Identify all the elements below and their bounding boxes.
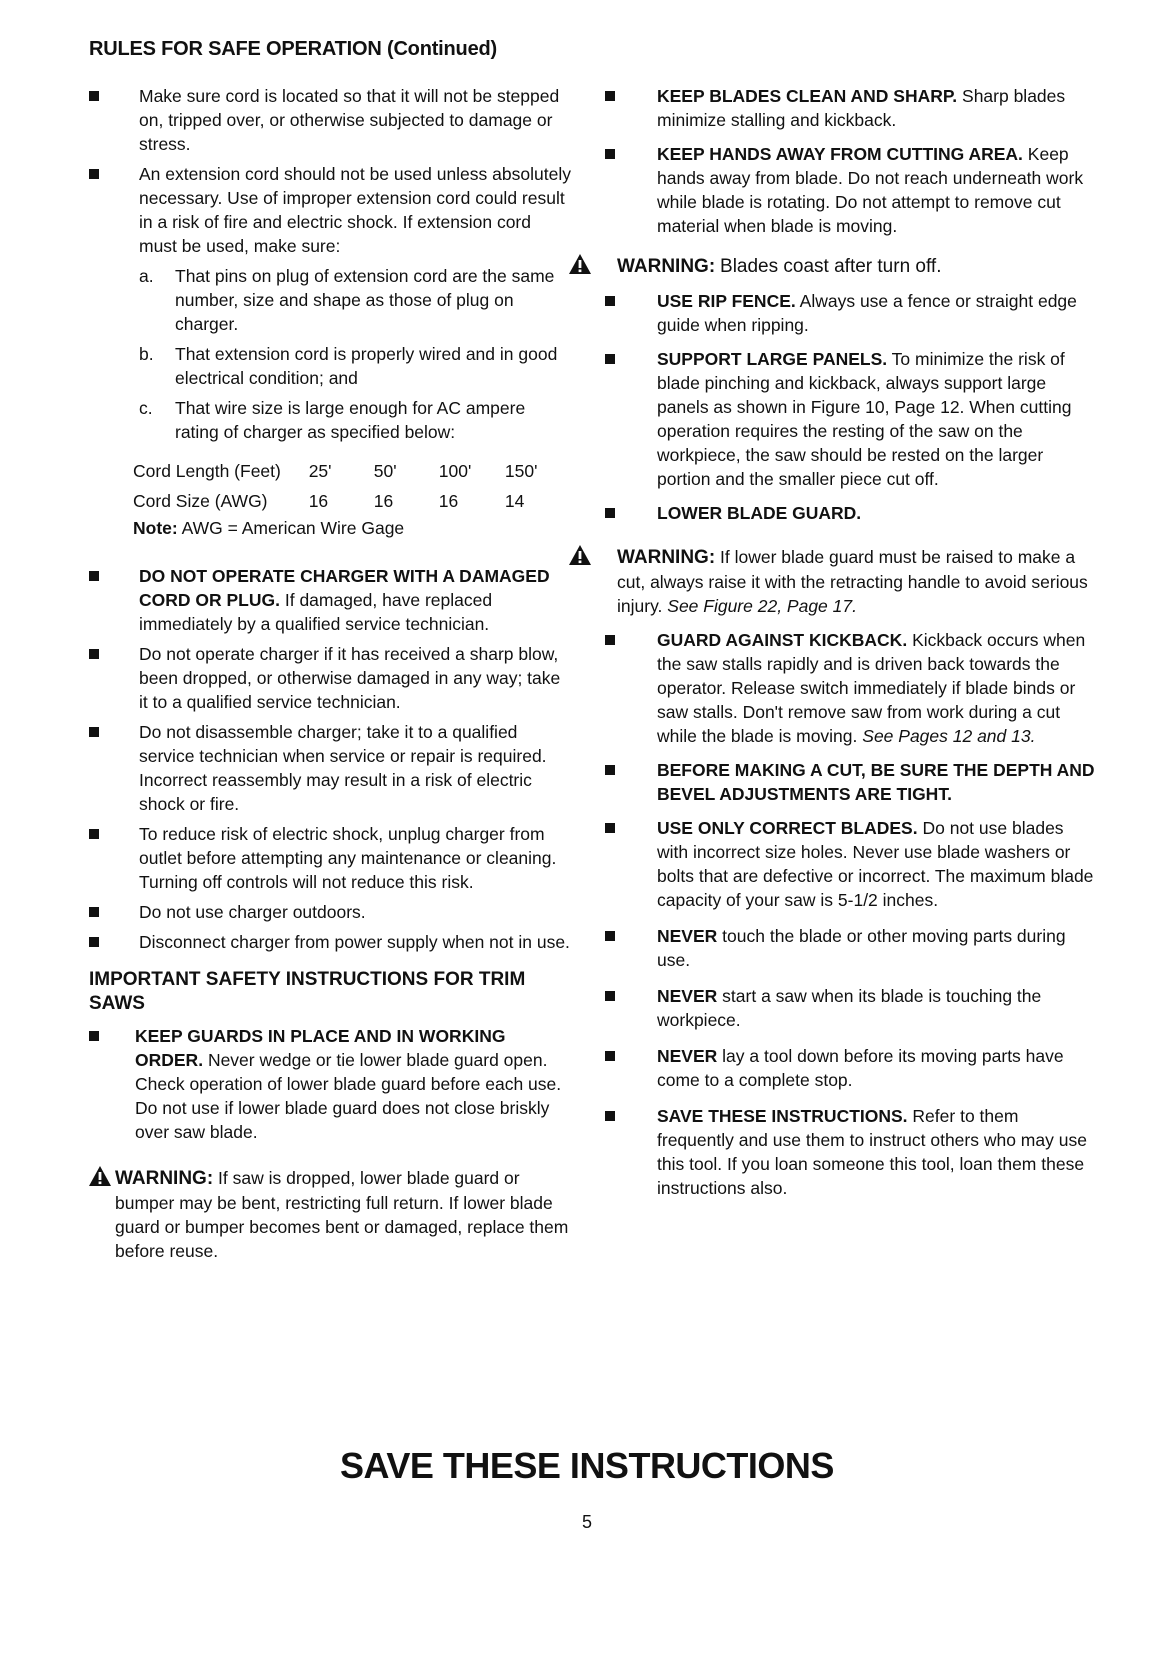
item-text: touch the blade or other moving parts during use. [657,926,1066,970]
square-bullet-icon [605,1051,615,1061]
table-cell: 16 [308,491,329,511]
item-text: Do not disassemble charger; take it to a qualified service technician when service or repair is required. Incorrect reassembly may result in a risk of electric shock or fire. [139,722,547,814]
list-item [605,758,1095,806]
item-text: Kickback occurs when the saw stalls rapidly and is driven back towards the operator. Release switch immediately if blade binds or saw stalls. Don't remove saw from work during a cut while the blade is moving. [657,630,1086,746]
table-cell: 100' [438,461,472,481]
warning-block [89,1166,571,1263]
warning-text: Blades coast after turn off. [720,256,942,277]
sub-list [89,264,571,540]
square-bullet-icon [89,91,99,101]
item-text: To minimize the risk of blade pinching and kickback, always support large panels as shown in Figure 10, Page 12. When cutting operation requires the resting of the saw on the workpiece, the saw should be rested on the larger portion and the smaller piece cut off. [657,349,1072,489]
list-item [605,628,1095,748]
square-bullet-icon [605,765,615,775]
square-bullet-icon [605,508,615,518]
table-row [133,456,571,486]
square-bullet-icon [605,91,615,101]
item-text: Make sure cord is located so that it will not be stepped on, tripped over, or otherwise subjected to damage or stress. [139,86,560,154]
item-text: start a saw when its blade is touching the workpiece. [657,986,1042,1030]
table-cell: 14 [504,491,525,511]
square-bullet-icon [605,991,615,1001]
item-lead: NEVER [657,926,718,946]
item-text: Never wedge or tie lower blade guard open. Check operation of lower blade guard before each use. Do not use if lower blade guard does not close briskly over saw blade. [135,1050,562,1142]
sub-item-text: That wire size is large enough for AC ampere rating of charger as specified below: [175,398,526,442]
table-row [133,486,571,516]
left-column [89,84,571,1271]
square-bullet-icon [89,937,99,947]
page-heading: RULES FOR SAFE OPERATION (Continued) [89,38,497,60]
item-text: lay a tool down before its moving parts have come to a complete stop. [657,1046,1064,1090]
item-text: Do not operate charger if it has received a sharp blow, been dropped, or otherwise damaged in any way; take it to a qualified service technician. [139,644,561,712]
list-item [89,642,571,714]
list-item [605,1044,1095,1092]
square-bullet-icon [89,829,99,839]
table-cell: 150' [504,461,538,481]
table-cell: 25' [308,461,332,481]
list-item [605,142,1095,238]
item-lead: SUPPORT LARGE PANELS. [657,349,888,369]
item-lead: DO NOT OPERATE CHARGER WITH A DAMAGED CORD OR PLUG. [139,566,550,610]
cord-size-table [133,456,571,516]
item-text: If damaged, have replaced immediately by a qualified service technician. [139,590,493,634]
list-item [605,1104,1095,1200]
list-item [89,720,571,816]
list-item [89,900,571,924]
warning-triangle-icon [89,1166,111,1186]
item-text: Refer to them frequently and use them to instruct others who may use this tool. If you loan someone this tool, loan them these instructions also. [657,1106,1087,1198]
list-item [605,984,1095,1032]
square-bullet-icon [605,635,615,645]
item-text: An extension cord should not be used unless absolutely necessary. Use of improper extension cord could result in a risk of fire and electric shock. If extension cord must be used, make sure: [139,164,571,256]
warning-triangle-icon [569,545,591,565]
square-bullet-icon [605,149,615,159]
warning-title: WARNING: [617,256,716,277]
list-item [605,501,1095,525]
item-lead: KEEP HANDS AWAY FROM CUTTING AREA. [657,144,1023,164]
sub-item-letter: a. [139,266,154,286]
item-text: Keep hands away from blade. Do not reach underneath work while blade is rotating. Do not attempt to remove cut material when blade is moving. [657,144,1084,236]
item-reference: See Pages 12 and 13. [862,726,1036,746]
list-item [89,162,571,258]
square-bullet-icon [89,571,99,581]
note-text: AWG = American Wire Gage [181,518,405,538]
list-item [605,289,1095,337]
square-bullet-icon [89,727,99,737]
square-bullet-icon [605,296,615,306]
sub-item [139,264,571,336]
item-text: Always use a fence or straight edge guide when ripping. [657,291,1077,335]
sub-item-letter: c. [139,398,153,418]
warning-triangle-icon [569,254,591,274]
square-bullet-icon [89,907,99,917]
sub-item-text: That pins on plug of extension cord are the same number, size and shape as those of plug on charger. [175,266,555,334]
sub-item [139,342,571,390]
item-lead: KEEP BLADES CLEAN AND SHARP. [657,86,958,106]
sub-item-letter: b. [139,344,154,364]
item-lead: USE ONLY CORRECT BLADES. [657,818,918,838]
item-text: Do not use charger outdoors. [139,902,366,922]
list-item [89,564,571,636]
warning-block [569,254,1095,279]
square-bullet-icon [605,1111,615,1121]
table-row-label: Cord Size (AWG) [133,491,268,511]
item-lead: NEVER [657,1046,718,1066]
list-item [605,816,1095,912]
sub-item-text: That extension cord is properly wired and in good electrical condition; and [175,344,558,388]
item-lead: GUARD AGAINST KICKBACK. [657,630,908,650]
table-cell: 50' [373,461,397,481]
section-subheading: IMPORTANT SAFETY INSTRUCTIONS FOR TRIM SAWS [89,969,526,1014]
item-lead: LOWER BLADE GUARD. [657,503,862,523]
list-item [605,924,1095,972]
item-lead: BEFORE MAKING A CUT, BE SURE THE DEPTH AND BEVEL ADJUSTMENTS ARE TIGHT. [657,760,1095,804]
item-text: Disconnect charger from power supply when not in use. [139,932,570,952]
warning-block [569,545,1095,618]
warning-text: If saw is dropped, lower blade guard or bumper may be bent, restricting full return. If lower blade guard or bumper becomes bent or damaged, replace them before reuse. [115,1168,569,1261]
item-lead: SAVE THESE INSTRUCTIONS. [657,1106,908,1126]
sub-item [139,396,571,444]
warning-text: If lower blade guard must be raised to make a cut, always raise it with the retracting handle to avoid serious injury. [617,547,1088,616]
list-item [605,347,1095,491]
square-bullet-icon [89,649,99,659]
item-lead: KEEP GUARDS IN PLACE AND IN WORKING ORDER. [135,1026,506,1070]
right-column [605,84,1095,1206]
item-lead: NEVER [657,986,718,1006]
warning-title: WARNING: [115,1168,214,1189]
item-text: Sharp blades minimize stalling and kickback. [657,86,1066,130]
square-bullet-icon [89,1031,99,1041]
page-number: 5 [581,1512,592,1532]
item-text: Do not use blades with incorrect size holes. Never use blade washers or bolts that are defective or incorrect. The maximum blade capacity of your saw is 5-1/2 inches. [657,818,1094,910]
list-item [605,84,1095,132]
footer-title: SAVE THESE INSTRUCTIONS [340,1445,834,1486]
list-item [89,930,571,954]
table-cell: 16 [438,491,459,511]
list-item [89,84,571,156]
item-lead: USE RIP FENCE. [657,291,796,311]
warning-reference: See Figure 22, Page 17. [667,596,857,616]
square-bullet-icon [605,931,615,941]
list-item [89,822,571,894]
note-label: Note: [133,518,178,538]
square-bullet-icon [89,169,99,179]
table-cell: 16 [373,491,394,511]
square-bullet-icon [605,354,615,364]
table-note [133,516,571,540]
table-row-label: Cord Length (Feet) [133,461,281,481]
square-bullet-icon [605,823,615,833]
warning-title: WARNING: [617,547,716,568]
list-item [89,1024,571,1144]
item-text: To reduce risk of electric shock, unplug charger from outlet before attempting any maintenance or cleaning. Turning off controls will not reduce this risk. [139,824,557,892]
